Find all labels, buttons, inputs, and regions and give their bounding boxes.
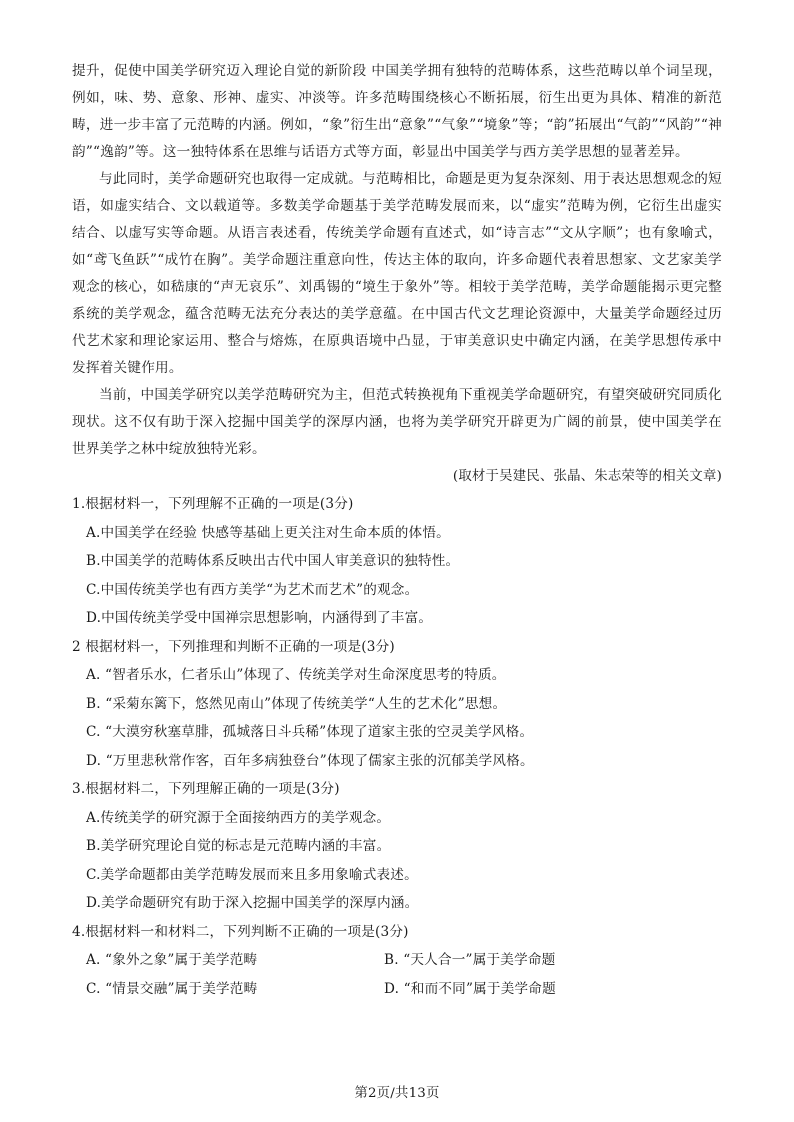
option-c: C.中国传统美学也有西方美学“为艺术而艺术”的观念。 xyxy=(86,581,419,598)
question-stem: 3.根据材料二，下列理解正确的一项是(3分) xyxy=(72,781,340,797)
option-b: B. “采菊东篱下，悠然见南山”体现了传统美学“人生的艺术化”思想。 xyxy=(86,695,507,712)
option-c: C. “大漠穷秋塞草腓，孤城落日斗兵稀”体现了道家主张的空灵美学风格。 xyxy=(86,724,534,740)
question-stem: 1.根据材料一，下列理解不正确的一项是(3分) xyxy=(72,496,354,512)
option-a: A. “象外之象”属于美学范畴 xyxy=(86,952,258,968)
exam-page xyxy=(72,58,722,1003)
option-c: C.美学命题都由美学范畴发展而来且多用象喻式表述。 xyxy=(86,866,418,883)
option-a: A.传统美学的研究源于全面接纳西方的美学观念。 xyxy=(86,809,391,826)
question-4 xyxy=(72,918,722,1004)
question-stem: 4.根据材料一和材料二，下列判断不正确的一项是(3分) xyxy=(72,923,409,940)
question-3 xyxy=(72,775,722,918)
option-b: B.美学研究理论自觉的标志是元范畴内涵的丰富。 xyxy=(86,838,391,854)
option-d: D.美学命题研究有助于深入挖掘中国美学的深厚内涵。 xyxy=(86,895,419,911)
question-2 xyxy=(72,633,722,776)
option-d: D. “万里悲秋常作客，百年多病独登台”体现了儒家主张的沉郁美学风格。 xyxy=(86,752,534,769)
option-b: B.中国美学的范畴体系反映出古代中国人审美意识的独特性。 xyxy=(86,553,460,569)
passage-paragraph-1: 提升，促使中国美学研究迈入理论自觉的新阶段 中国美学拥有独特的范畴体系，这些范畴以单个词呈现，例如，味、势、意象、形神、虚实、冲淡等。许多范畴围绕核心不断拓展，衍生出更为具体、精准的新范畴，进一步丰富了元范畴的内涵。例如，“象”衍生出“意象”“气象”“境象”等；“韵”拓展出“气韵”“风韵”“神韵”“逸韵”等。这一独特体系在思维与话语方式等方面，彰显出中国美学与西方美学思想的显著差异。 xyxy=(72,63,722,160)
option-d: D. “和而不同”属于美学命题 xyxy=(384,980,556,997)
option-a: A. “智者乐水，仁者乐山”体现了、传统美学对生命深度思考的特质。 xyxy=(86,667,506,683)
option-b: B. “天人合一”属于美学命题 xyxy=(384,952,556,968)
passage-paragraph-2: 与此同时，美学命题研究也取得一定成就。与范畴相比，命题是更为复杂深刻、用于表达思想观念的短语，如虚实结合、文以载道等。多数美学命题基于美学范畴发展而来，以“虚实”范畴为例，它衍生出虚实结合、以虚写实等命题。从语言表述看，传统美学命题有直述式，如“诗言志”“文从字顺”；也有象喻式，如“鸢飞鱼跃”“成竹在胸”。美学命题注重意向性，传达主体的取向，许多命题代表着思想家、文艺家美学观念的核心，如嵇康的“声无哀乐”、刘禹锡的“境生于象外”等。相较于美学范畴，美学命题能揭示更完整系统的美学观念，蕴含范畴无法充分表达的美学意蕴。在中国古代文艺理论资源中，大量美学命题经过历代艺术家和理论家运用、整合与熔炼，在原典语境中凸显，于审美意识史中确定内涵，在美学思想传承中发挥着关键作用。 xyxy=(72,171,722,376)
option-grid xyxy=(72,946,722,1003)
passage-paragraph-3: 当前，中国美学研究以美学范畴研究为主，但范式转换视角下重视美学命题研究，有望突破研究同质化现状。这不仅有助于深入挖掘中国美学的深厚内涵，也将为美学研究开辟更为广阔的前景，使中国美学在世界美学之林中绽放独特光彩。 xyxy=(72,387,722,457)
question-stem: 2 根据材料一，下列推理和判断不正确的一项是(3分) xyxy=(72,638,395,655)
question-1 xyxy=(72,490,722,633)
passage-source: (取材于吴建民、张晶、朱志荣等的相关文章) xyxy=(452,469,722,484)
page-number: 第2页/共13页 xyxy=(354,1086,440,1101)
option-d: D.中国传统美学受中国禅宗思想影响，内涵得到了丰富。 xyxy=(86,610,433,626)
option-a: A.中国美学在经验 快感等基础上更关注对生命本质的体悟。 xyxy=(86,524,450,541)
option-c: C. “情景交融”属于美学范畴 xyxy=(86,980,258,997)
